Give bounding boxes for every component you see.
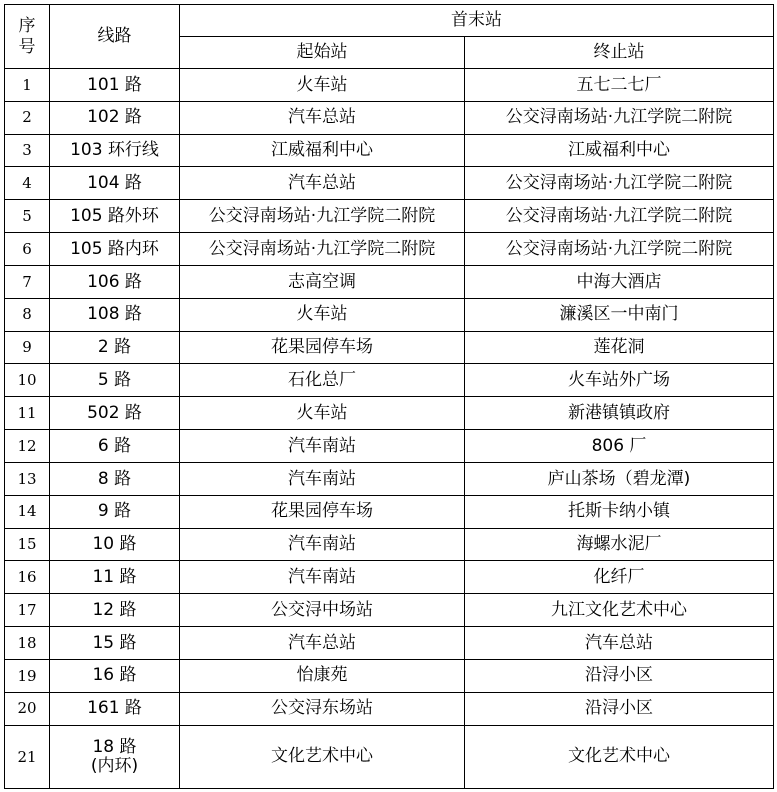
table-row — [5, 364, 774, 397]
table-row — [5, 462, 774, 495]
row-index: 4 — [5, 167, 50, 200]
row-route: 2 路 — [50, 331, 180, 364]
header-terminals: 首末站 — [180, 5, 774, 37]
row-index: 7 — [5, 265, 50, 298]
row-route: 502 路 — [50, 397, 180, 430]
header-index-bottom: 号 — [18, 36, 36, 57]
row-start-station: 汽车南站 — [180, 528, 465, 561]
header-start: 起始站 — [180, 37, 465, 69]
row-route: 9 路 — [50, 495, 180, 528]
row-end-station: 化纤厂 — [465, 561, 774, 594]
table-row — [5, 134, 774, 167]
row-end-station: 中海大酒店 — [465, 265, 774, 298]
row-index: 1 — [5, 69, 50, 102]
row-start-station: 怡康苑 — [180, 659, 465, 692]
row-route: 103 环行线 — [50, 134, 180, 167]
header-route: 线路 — [50, 5, 180, 69]
row-index: 20 — [5, 692, 50, 725]
row-end-station: 五七二七厂 — [465, 69, 774, 102]
table-row — [5, 265, 774, 298]
row-start-station: 火车站 — [180, 69, 465, 102]
row-start-station: 汽车总站 — [180, 101, 465, 134]
row-start-station: 火车站 — [180, 397, 465, 430]
row-route: 15 路 — [50, 627, 180, 660]
row-route: 12 路 — [50, 594, 180, 627]
row-start-station: 公交浔南场站·九江学院二附院 — [180, 200, 465, 233]
row-end-station: 公交浔南场站·九江学院二附院 — [465, 101, 774, 134]
row-start-station: 汽车南站 — [180, 561, 465, 594]
row-end-station: 公交浔南场站·九江学院二附院 — [465, 167, 774, 200]
row-index: 15 — [5, 528, 50, 561]
row-start-station: 文化艺术中心 — [180, 725, 465, 788]
table-row — [5, 101, 774, 134]
table-row — [5, 561, 774, 594]
table-row — [5, 298, 774, 331]
row-index: 6 — [5, 233, 50, 266]
row-end-station: 庐山茶场（碧龙潭) — [465, 462, 774, 495]
table-row — [5, 495, 774, 528]
row-route: 16 路 — [50, 659, 180, 692]
row-index: 13 — [5, 462, 50, 495]
table-body — [5, 69, 774, 789]
row-route: 10 路 — [50, 528, 180, 561]
row-end-station: 806 厂 — [465, 430, 774, 463]
row-route: 11 路 — [50, 561, 180, 594]
row-route: 8 路 — [50, 462, 180, 495]
table-row — [5, 167, 774, 200]
row-end-station: 公交浔南场站·九江学院二附院 — [465, 233, 774, 266]
table-row — [5, 233, 774, 266]
row-index: 18 — [5, 627, 50, 660]
row-index: 3 — [5, 134, 50, 167]
table-row — [5, 528, 774, 561]
row-route: 6 路 — [50, 430, 180, 463]
table-row — [5, 594, 774, 627]
row-index: 21 — [5, 725, 50, 788]
row-end-station: 火车站外广场 — [465, 364, 774, 397]
row-end-station: 莲花洞 — [465, 331, 774, 364]
row-route: 104 路 — [50, 167, 180, 200]
row-start-station: 汽车南站 — [180, 430, 465, 463]
table-row — [5, 659, 774, 692]
row-end-station: 沿浔小区 — [465, 659, 774, 692]
row-route: 161 路 — [50, 692, 180, 725]
row-index: 17 — [5, 594, 50, 627]
row-end-station: 托斯卡纳小镇 — [465, 495, 774, 528]
row-index: 9 — [5, 331, 50, 364]
row-route-line1: 18 路 — [92, 737, 137, 758]
row-start-station: 江威福利中心 — [180, 134, 465, 167]
row-end-station: 公交浔南场站·九江学院二附院 — [465, 200, 774, 233]
table-row — [5, 200, 774, 233]
table-row — [5, 430, 774, 463]
header-end: 终止站 — [465, 37, 774, 69]
row-index: 19 — [5, 659, 50, 692]
row-end-station: 九江文化艺术中心 — [465, 594, 774, 627]
row-end-station: 沿浔小区 — [465, 692, 774, 725]
row-start-station: 火车站 — [180, 298, 465, 331]
header-index-top: 序 — [18, 16, 36, 37]
row-end-station: 汽车总站 — [465, 627, 774, 660]
row-index: 10 — [5, 364, 50, 397]
row-route: 101 路 — [50, 69, 180, 102]
header-index — [5, 5, 50, 69]
row-start-station: 公交浔中场站 — [180, 594, 465, 627]
table-row — [5, 692, 774, 725]
row-route: 5 路 — [50, 364, 180, 397]
row-start-station: 汽车总站 — [180, 167, 465, 200]
row-start-station: 汽车南站 — [180, 462, 465, 495]
row-start-station: 公交浔南场站·九江学院二附院 — [180, 233, 465, 266]
row-route-line2: (内环) — [90, 755, 139, 776]
row-route: 105 路内环 — [50, 233, 180, 266]
table-row — [5, 627, 774, 660]
row-route: 105 路外环 — [50, 200, 180, 233]
table-row — [5, 725, 774, 788]
row-end-station: 新港镇镇政府 — [465, 397, 774, 430]
row-end-station: 文化艺术中心 — [465, 725, 774, 788]
bus-route-table — [4, 4, 774, 789]
table-row — [5, 397, 774, 430]
row-end-station: 海螺水泥厂 — [465, 528, 774, 561]
row-route: 102 路 — [50, 101, 180, 134]
table-row — [5, 331, 774, 364]
row-route: 106 路 — [50, 265, 180, 298]
row-index: 14 — [5, 495, 50, 528]
row-index: 2 — [5, 101, 50, 134]
row-end-station: 濂溪区一中南门 — [465, 298, 774, 331]
row-index: 8 — [5, 298, 50, 331]
row-route — [50, 725, 180, 788]
row-index: 16 — [5, 561, 50, 594]
row-start-station: 花果园停车场 — [180, 331, 465, 364]
row-route: 108 路 — [50, 298, 180, 331]
header-row-top — [5, 5, 774, 37]
row-start-station: 汽车总站 — [180, 627, 465, 660]
row-start-station: 公交浔东场站 — [180, 692, 465, 725]
row-index: 5 — [5, 200, 50, 233]
row-end-station: 江威福利中心 — [465, 134, 774, 167]
row-start-station: 志高空调 — [180, 265, 465, 298]
table-row — [5, 69, 774, 102]
row-index: 11 — [5, 397, 50, 430]
row-index: 12 — [5, 430, 50, 463]
row-start-station: 花果园停车场 — [180, 495, 465, 528]
row-start-station: 石化总厂 — [180, 364, 465, 397]
